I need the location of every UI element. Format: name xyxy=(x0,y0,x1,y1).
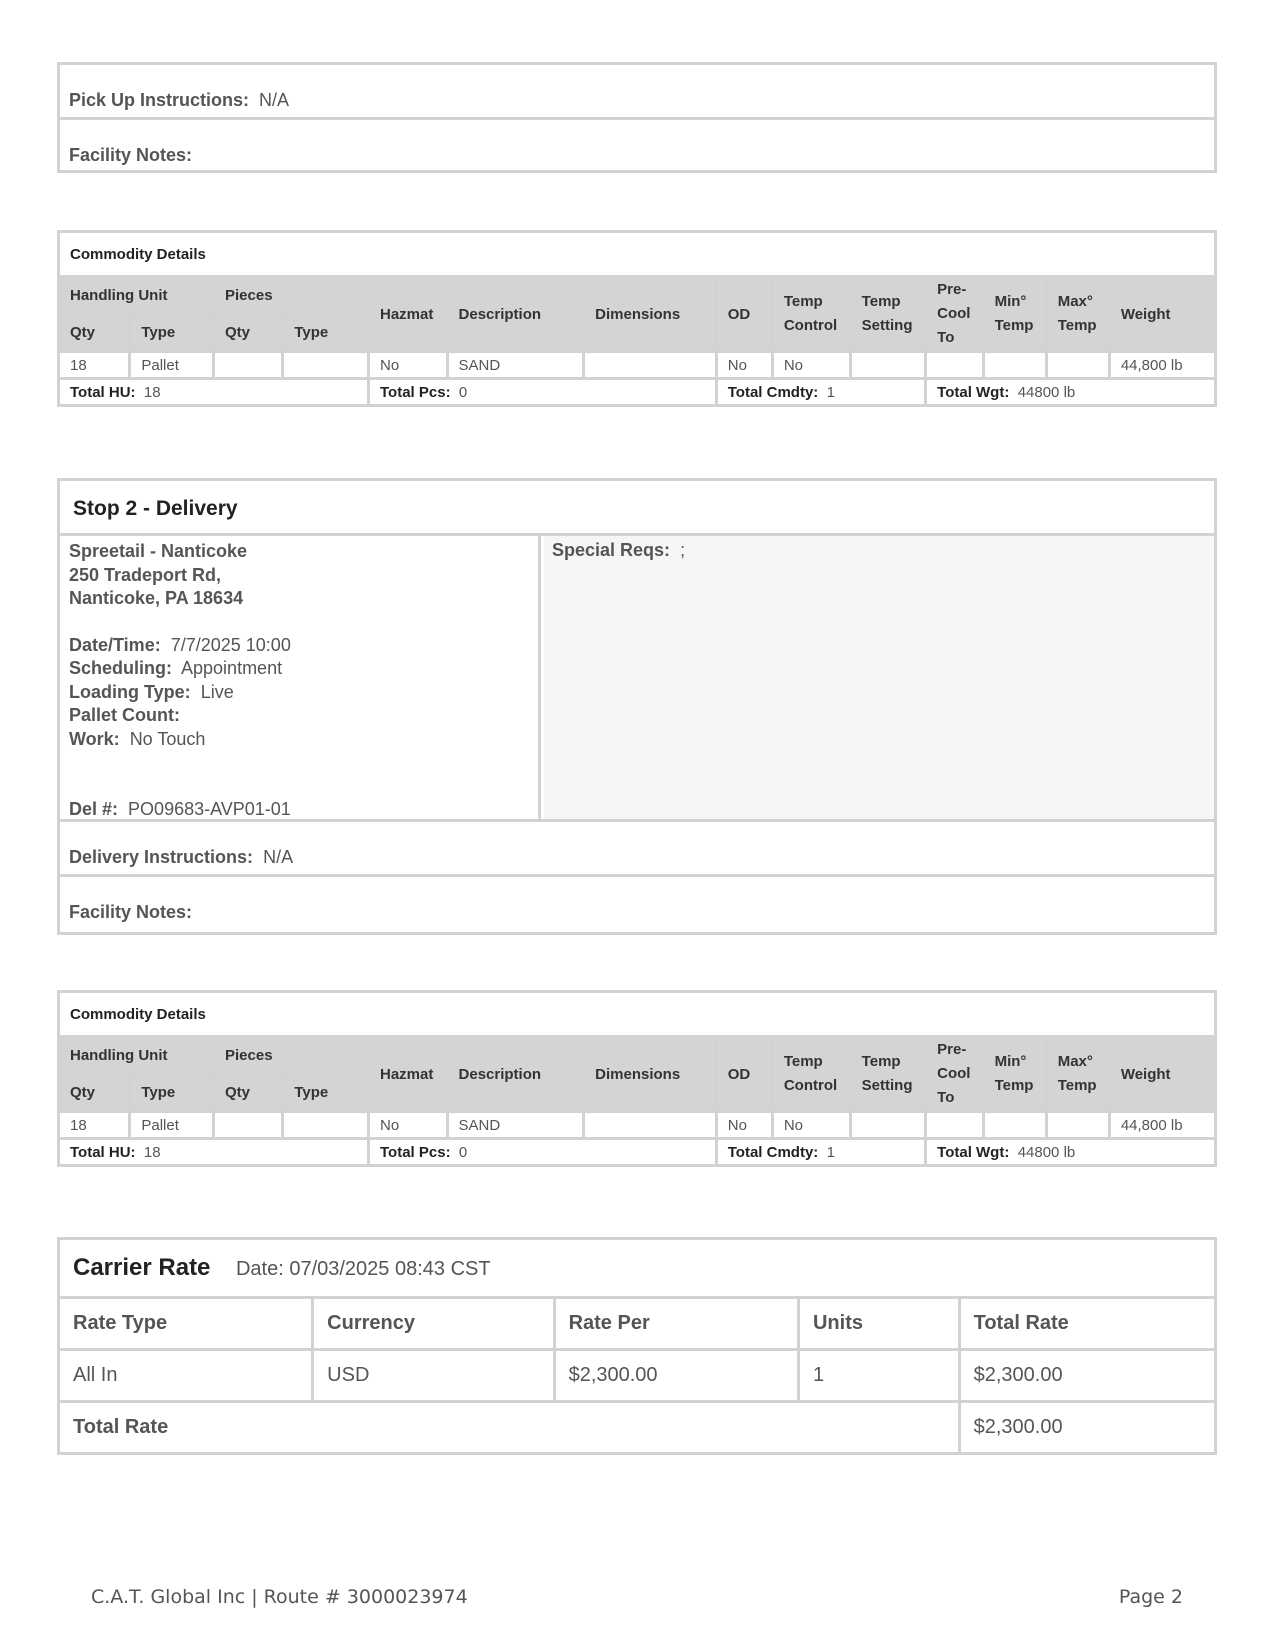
total-wgt: Total Wgt: 44800 lb xyxy=(926,379,1216,406)
loading-type-row: Loading Type: Live xyxy=(69,681,234,702)
carrier-rate-heading: Carrier Rate xyxy=(73,1254,211,1281)
table-row xyxy=(59,1350,1216,1402)
total-pcs: Total Pcs: 0 xyxy=(369,1139,717,1166)
table-row xyxy=(59,1112,1216,1139)
cell-dimensions xyxy=(584,1112,717,1139)
total-hu: Total HU: 18 xyxy=(59,1139,369,1166)
total-pcs: Total Pcs: 0 xyxy=(369,379,717,406)
header-pieces: Pieces xyxy=(214,1037,369,1075)
cell-hu-qty: 18 xyxy=(59,1112,130,1139)
rate-col-rate-type: Rate Type xyxy=(59,1298,313,1350)
carrier-rate-date: Date: 07/03/2025 08:43 CST xyxy=(235,1258,491,1280)
total-cmdty: Total Cmdty: 1 xyxy=(716,379,925,406)
cell-hu-type: Pallet xyxy=(130,352,214,379)
cell-max-temp xyxy=(1046,1112,1109,1139)
scheduling-row: Scheduling: Appointment xyxy=(69,658,283,678)
cell-temp-control: No xyxy=(772,1112,850,1139)
header-weight: Weight xyxy=(1109,277,1215,352)
cell-min-temp xyxy=(983,1112,1046,1139)
header-precool: Pre- Cool To xyxy=(926,1037,983,1112)
datetime-row: Date/Time: 7/7/2025 10:00 xyxy=(69,634,291,655)
header-min-temp: Min° Temp xyxy=(983,1037,1046,1112)
cell-description: SAND xyxy=(447,352,584,379)
header-description: Description xyxy=(447,277,584,352)
header-temp-setting: Temp Setting xyxy=(850,1037,925,1112)
header-od: OD xyxy=(716,277,772,352)
rate-total-row xyxy=(59,1402,1216,1454)
cell-temp-setting xyxy=(850,352,925,379)
carrier-rate-table xyxy=(57,1237,1217,1455)
rate-total-value: $2,300.00 xyxy=(959,1402,1215,1454)
header-pcs-qty: Qty xyxy=(214,314,283,352)
stop-2-box xyxy=(57,478,1217,935)
header-handling-unit: Handling Unit xyxy=(59,1037,214,1075)
cell-precool xyxy=(926,1112,983,1139)
cell-weight: 44,800 lb xyxy=(1109,1112,1215,1139)
cell-pcs-qty xyxy=(214,1112,283,1139)
header-temp-control: Temp Control xyxy=(772,1037,850,1112)
header-max-temp: Max° Temp xyxy=(1046,1037,1109,1112)
address-line-2: 250 Tradeport Rd, xyxy=(69,564,222,585)
commodity-title: Commodity Details xyxy=(59,232,1216,277)
header-pcs-type: Type xyxy=(283,1074,369,1112)
stop-title: Stop 2 - Delivery xyxy=(60,481,1214,536)
cell-od: No xyxy=(716,1112,772,1139)
cell-hazmat: No xyxy=(369,352,448,379)
header-precool: Pre- Cool To xyxy=(926,277,983,352)
commodity-table-2 xyxy=(57,990,1217,1167)
pickup-instructions-row xyxy=(60,65,1214,117)
table-row xyxy=(59,352,1216,379)
cell-temp-setting xyxy=(850,1112,925,1139)
cell-hazmat: No xyxy=(369,1112,448,1139)
cell-pcs-qty xyxy=(214,352,283,379)
cell-pcs-type xyxy=(283,1112,369,1139)
cell-description: SAND xyxy=(447,1112,584,1139)
total-cmdty: Total Cmdty: 1 xyxy=(716,1139,925,1166)
pickup-instructions-label: Pick Up Instructions: xyxy=(69,90,250,110)
total-hu: Total HU: 18 xyxy=(59,379,369,406)
header-dimensions: Dimensions xyxy=(584,277,717,352)
header-hu-type: Type xyxy=(130,1074,214,1112)
cell-hu-qty: 18 xyxy=(59,352,130,379)
rate-header-row xyxy=(59,1298,1216,1350)
special-reqs-label: Special Reqs: xyxy=(552,540,671,560)
pallet-count-row: Pallet Count: xyxy=(69,705,180,725)
rate-col-units: Units xyxy=(798,1298,959,1350)
header-weight: Weight xyxy=(1109,1037,1215,1112)
stop-body xyxy=(60,536,1214,822)
header-pcs-type: Type xyxy=(283,314,369,352)
pickup-facility-notes-row xyxy=(60,117,1214,169)
header-temp-control: Temp Control xyxy=(772,277,850,352)
header-dimensions: Dimensions xyxy=(584,1037,717,1112)
header-hu-qty: Qty xyxy=(59,314,130,352)
rate-total-label: Total Rate xyxy=(59,1402,960,1454)
rate-cell-rate-type: All In xyxy=(59,1350,313,1402)
header-max-temp: Max° Temp xyxy=(1046,277,1109,352)
footer-route: C.A.T. Global Inc | Route # 3000023974 xyxy=(91,1586,468,1608)
cell-weight: 44,800 lb xyxy=(1109,352,1215,379)
header-hu-type: Type xyxy=(130,314,214,352)
header-temp-setting: Temp Setting xyxy=(850,277,925,352)
carrier-rate-title xyxy=(59,1239,1216,1298)
total-wgt: Total Wgt: 44800 lb xyxy=(926,1139,1216,1166)
rate-cell-units: 1 xyxy=(798,1350,959,1402)
cell-dimensions xyxy=(584,352,717,379)
commodity-table-1 xyxy=(57,230,1217,407)
rate-col-total-rate: Total Rate xyxy=(959,1298,1215,1350)
special-reqs-value: ; xyxy=(680,540,686,560)
special-reqs-panel xyxy=(544,536,1214,819)
pickup-notes-box xyxy=(57,62,1217,173)
rate-cell-currency: USD xyxy=(313,1350,554,1402)
work-row: Work: No Touch xyxy=(69,728,206,749)
footer-page-number: Page 2 xyxy=(1118,1586,1183,1608)
address-line-3: Nanticoke, PA 18634 xyxy=(69,588,244,608)
header-pcs-qty: Qty xyxy=(214,1074,283,1112)
header-hazmat: Hazmat xyxy=(369,277,448,352)
cell-temp-control: No xyxy=(772,352,850,379)
pickup-facility-notes-label: Facility Notes: xyxy=(69,145,193,165)
pickup-instructions-value: N/A xyxy=(259,90,290,110)
cell-max-temp xyxy=(1046,352,1109,379)
header-description: Description xyxy=(447,1037,584,1112)
delivery-facility-notes-row: Facility Notes: xyxy=(60,874,1214,926)
cell-pcs-type xyxy=(283,352,369,379)
cell-min-temp xyxy=(983,352,1046,379)
rate-cell-rate-per: $2,300.00 xyxy=(554,1350,798,1402)
header-hu-qty: Qty xyxy=(59,1074,130,1112)
delivery-instructions-row: Delivery Instructions: N/A xyxy=(69,847,294,867)
header-od: OD xyxy=(716,1037,772,1112)
stop-details xyxy=(60,536,541,819)
totals-row xyxy=(59,1139,1216,1166)
rate-cell-total-rate: $2,300.00 xyxy=(959,1350,1215,1402)
header-hazmat: Hazmat xyxy=(369,1037,448,1112)
del-number-row: Del #: PO09683-AVP01-01 xyxy=(69,799,291,819)
commodity-title: Commodity Details xyxy=(59,992,1216,1037)
rate-col-currency: Currency xyxy=(313,1298,554,1350)
cell-precool xyxy=(926,352,983,379)
address-line-1: Spreetail - Nanticoke xyxy=(69,541,248,561)
totals-row xyxy=(59,379,1216,406)
header-min-temp: Min° Temp xyxy=(983,277,1046,352)
cell-od: No xyxy=(716,352,772,379)
cell-hu-type: Pallet xyxy=(130,1112,214,1139)
header-handling-unit: Handling Unit xyxy=(59,277,214,315)
rate-col-rate-per: Rate Per xyxy=(554,1298,798,1350)
header-pieces: Pieces xyxy=(214,277,369,315)
